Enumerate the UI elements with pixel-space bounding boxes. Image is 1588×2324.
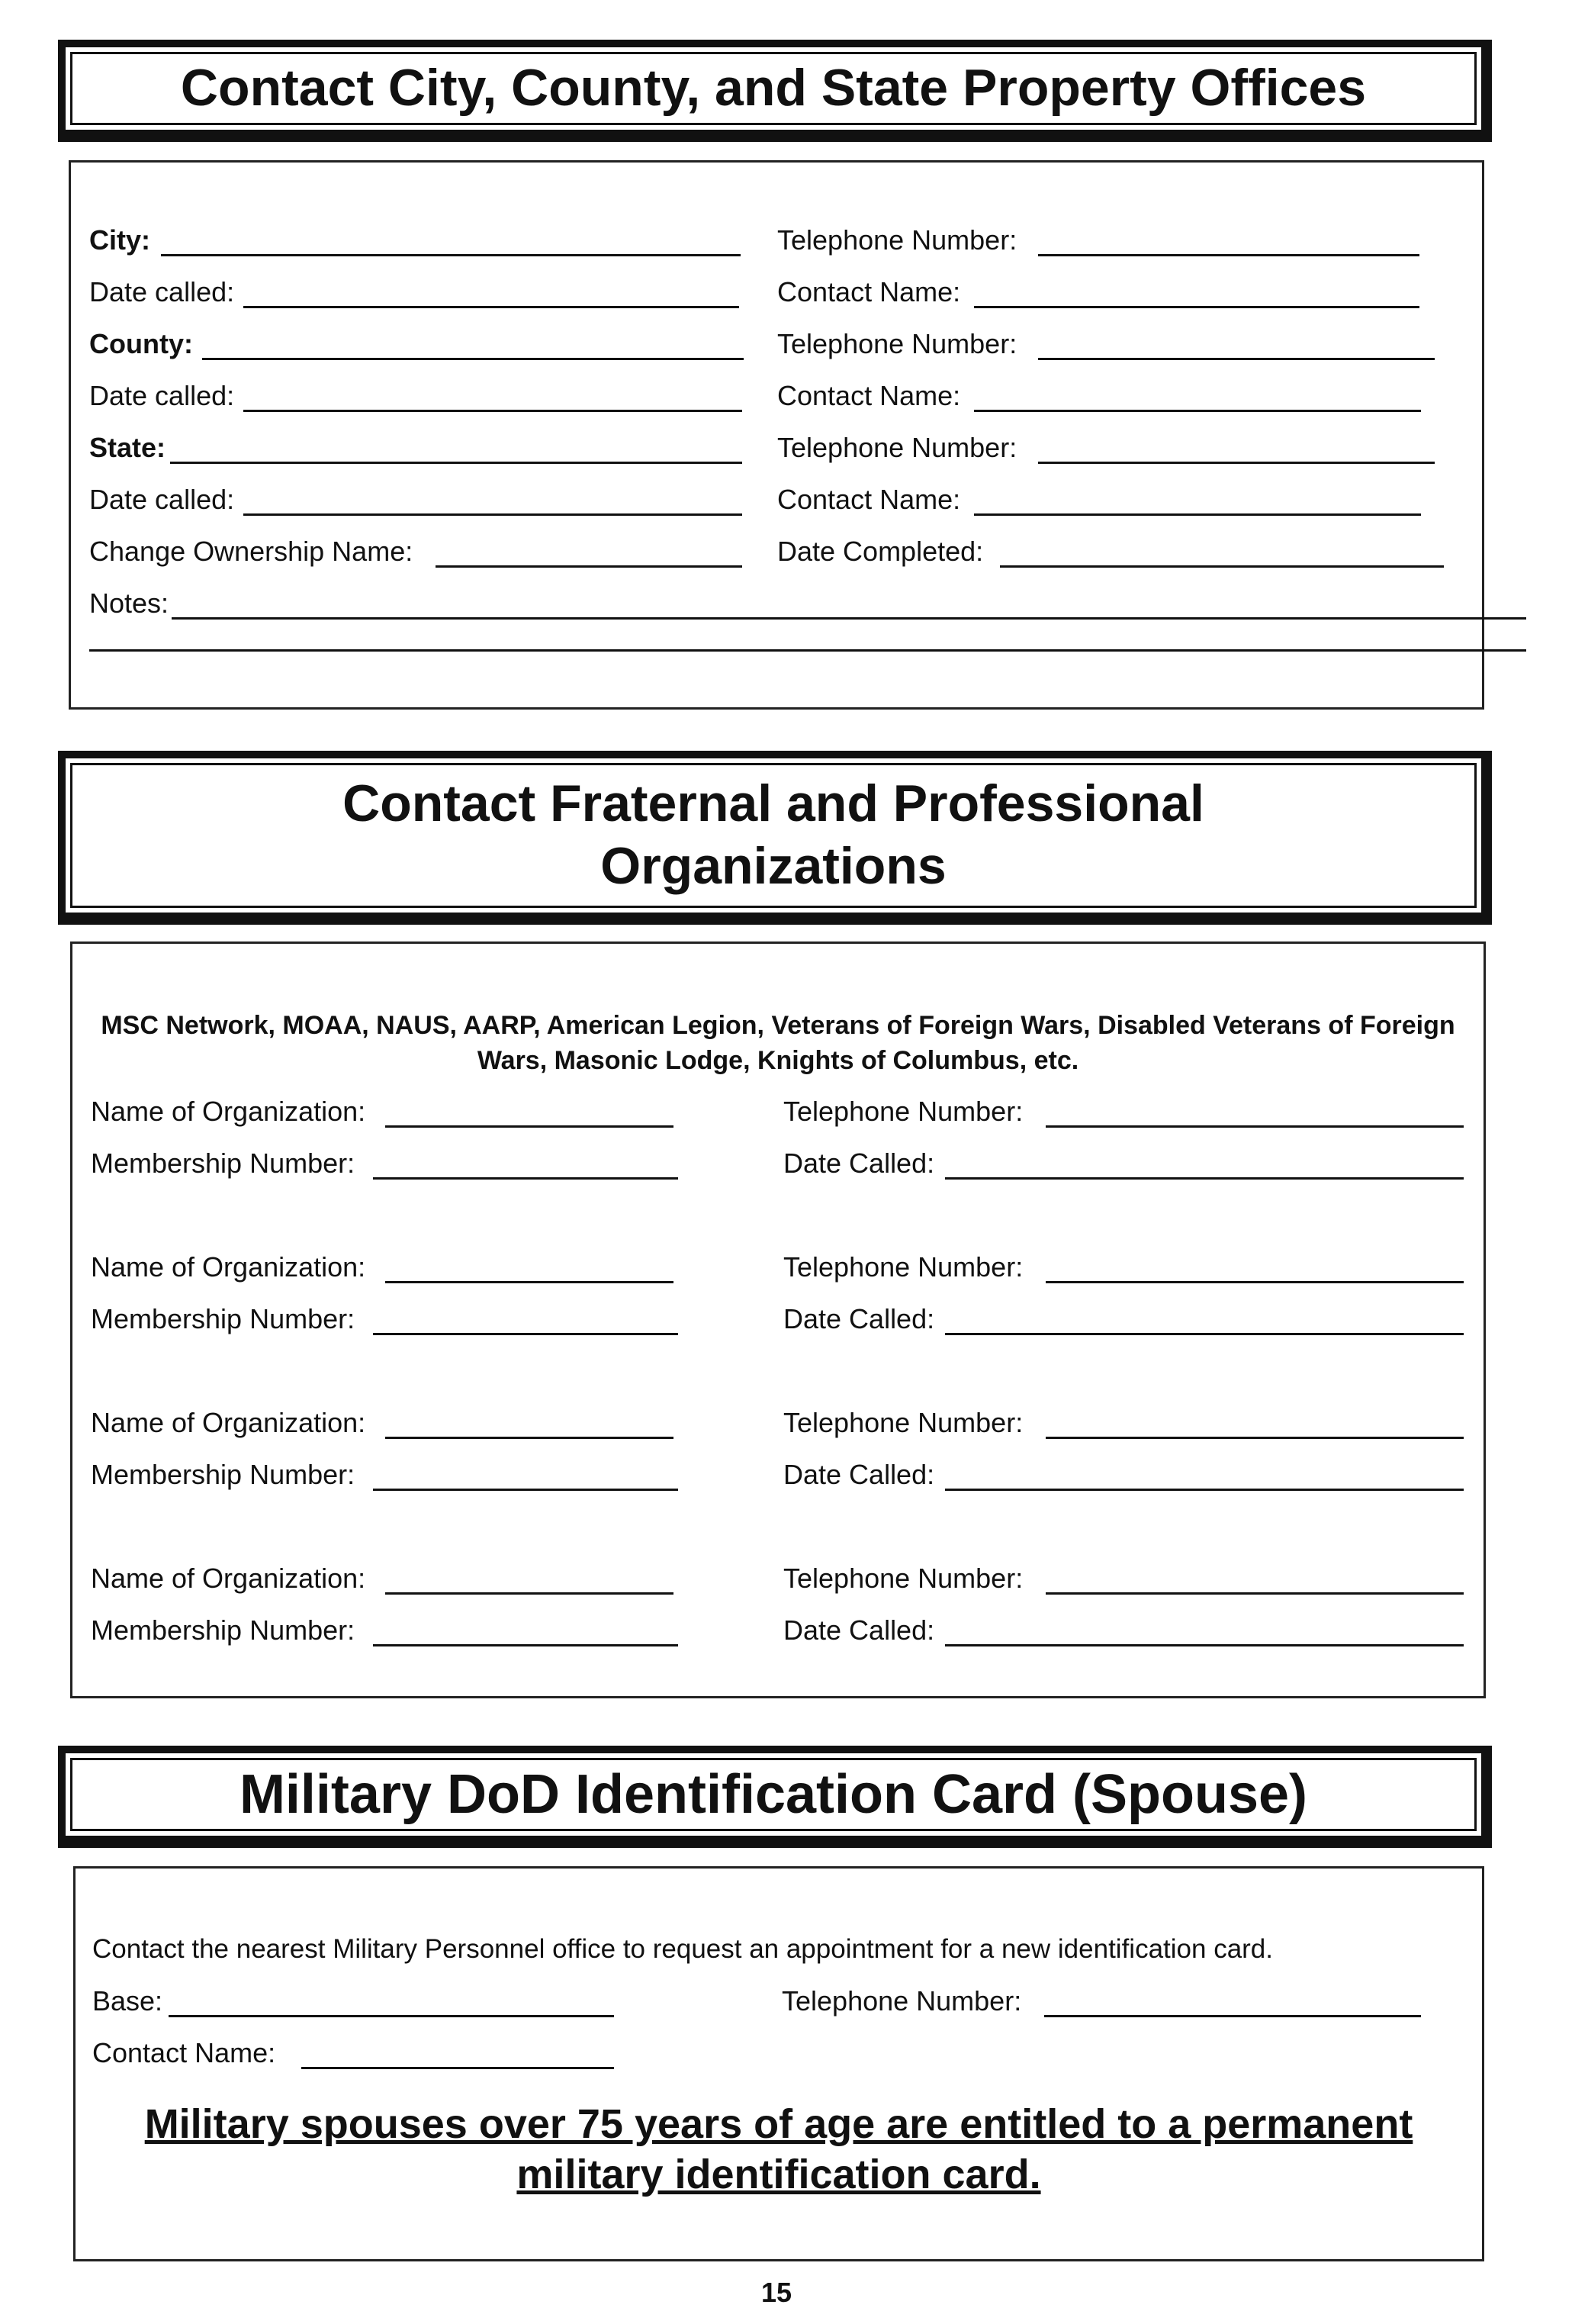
county-field[interactable]: [202, 358, 744, 360]
section2-header-inner: [70, 763, 1477, 908]
section3-title: Military DoD Identification Card (Spouse): [239, 1763, 1308, 1825]
change-ownership-label: Change Ownership Name:: [89, 536, 413, 567]
city-contact-name-field[interactable]: [974, 306, 1419, 308]
section2-header: [58, 751, 1492, 925]
notes-field-line-2[interactable]: [89, 649, 1526, 652]
state-label: State:: [89, 432, 166, 463]
county-telephone-label: Telephone Number:: [777, 328, 1017, 359]
form-row: [71, 224, 1482, 277]
form-row: [71, 379, 1482, 433]
city-contact-name-label: Contact Name:: [777, 276, 961, 307]
date-called-field[interactable]: [945, 1333, 1464, 1335]
membership-field[interactable]: [373, 1644, 678, 1646]
org-telephone-field[interactable]: [1046, 1125, 1464, 1128]
org-name-field[interactable]: [385, 1281, 673, 1283]
form-row: [71, 275, 1482, 329]
date-called-field[interactable]: [945, 1177, 1464, 1180]
base-label: Base:: [92, 1985, 163, 2017]
change-ownership-field[interactable]: [436, 565, 742, 568]
date-called-field[interactable]: [945, 1644, 1464, 1646]
date-called-label: Date Called:: [783, 1303, 935, 1334]
county-date-called-label: Date called:: [89, 380, 235, 411]
org-name-label: Name of Organization:: [91, 1096, 366, 1127]
membership-label: Membership Number:: [91, 1614, 355, 1646]
permanent-id-notice-line1: Military spouses over 75 years of age are entitled to a permanent: [144, 2101, 1413, 2147]
base-telephone-label: Telephone Number:: [782, 1985, 1022, 2017]
notes-row: [71, 587, 1482, 640]
org-entry-4-row1: [72, 1562, 1484, 1615]
base-field[interactable]: [169, 2015, 614, 2017]
city-telephone-label: Telephone Number:: [777, 224, 1017, 256]
membership-label: Membership Number:: [91, 1148, 355, 1179]
date-called-label: Date Called:: [783, 1148, 935, 1179]
org-telephone-field[interactable]: [1046, 1592, 1464, 1595]
contact-row: [76, 2036, 1482, 2090]
county-telephone-field[interactable]: [1038, 358, 1435, 360]
org-name-label: Name of Organization:: [91, 1563, 366, 1594]
org-entry-2-row1: [72, 1251, 1484, 1304]
state-date-called-field[interactable]: [243, 513, 742, 516]
section2-title-line1: Contact Fraternal and Professional: [342, 774, 1204, 833]
base-row: [76, 1984, 1482, 2038]
city-date-called-label: Date called:: [89, 276, 235, 307]
section1-header-inner: [70, 52, 1477, 125]
form-row: [71, 535, 1482, 588]
organizations-form: [70, 942, 1486, 1698]
membership-field[interactable]: [373, 1333, 678, 1335]
org-entry-3-row2: [72, 1458, 1484, 1511]
form-row: [71, 431, 1482, 484]
org-telephone-field[interactable]: [1046, 1437, 1464, 1439]
org-name-label: Name of Organization:: [91, 1251, 366, 1283]
county-contact-name-label: Contact Name:: [777, 380, 961, 411]
city-label: City:: [89, 224, 150, 256]
org-entry-1-row1: [72, 1095, 1484, 1148]
notes-field[interactable]: [172, 617, 1526, 620]
property-offices-form: [69, 160, 1484, 710]
date-completed-field[interactable]: [1000, 565, 1444, 568]
organization-examples: MSC Network, MOAA, NAUS, AARP, American Legion, Veterans of Foreign Wars, Disabled Veterans of Foreign Wars, Masonic Lodge, Knights of Columbus, etc.: [101, 1011, 1455, 1075]
org-name-field[interactable]: [385, 1592, 673, 1595]
section2-title-line2: Organizations: [600, 837, 947, 895]
city-date-called-field[interactable]: [243, 306, 739, 308]
date-completed-label: Date Completed:: [777, 536, 984, 567]
contact-name-field[interactable]: [301, 2067, 614, 2069]
org-name-label: Name of Organization:: [91, 1407, 366, 1438]
section1-header: [58, 40, 1492, 142]
membership-field[interactable]: [373, 1489, 678, 1491]
state-telephone-label: Telephone Number:: [777, 432, 1017, 463]
org-name-field[interactable]: [385, 1437, 673, 1439]
permanent-id-notice-line2: military identification card.: [516, 2152, 1041, 2197]
city-telephone-field[interactable]: [1038, 254, 1419, 256]
dod-id-card-form: [73, 1866, 1484, 2261]
org-telephone-label: Telephone Number:: [783, 1251, 1024, 1283]
form-row: [71, 327, 1482, 381]
state-field[interactable]: [170, 462, 742, 464]
section3-header: [58, 1746, 1492, 1848]
county-label: County:: [89, 328, 193, 359]
base-telephone-field[interactable]: [1044, 2015, 1421, 2017]
state-contact-name-field[interactable]: [974, 513, 1421, 516]
section1-title: Contact City, County, and State Property Offices: [180, 59, 1367, 117]
org-entry-2-row2: [72, 1302, 1484, 1356]
state-telephone-field[interactable]: [1038, 462, 1435, 464]
org-entry-3-row1: [72, 1406, 1484, 1460]
notes-label: Notes:: [89, 587, 169, 619]
form-row: [71, 483, 1482, 536]
org-name-field[interactable]: [385, 1125, 673, 1128]
county-date-called-field[interactable]: [243, 410, 742, 412]
org-entry-1-row2: [72, 1147, 1484, 1200]
date-called-label: Date Called:: [783, 1614, 935, 1646]
city-field[interactable]: [161, 254, 741, 256]
org-telephone-field[interactable]: [1046, 1281, 1464, 1283]
section3-header-inner: [70, 1758, 1477, 1831]
org-telephone-label: Telephone Number:: [783, 1096, 1024, 1127]
id-card-instruction: Contact the nearest Military Personnel office to request an appointment for a new identification card.: [92, 1934, 1273, 1964]
org-telephone-label: Telephone Number:: [783, 1563, 1024, 1594]
membership-field[interactable]: [373, 1177, 678, 1180]
page-number: 15: [761, 2277, 792, 2308]
org-telephone-label: Telephone Number:: [783, 1407, 1024, 1438]
state-contact-name-label: Contact Name:: [777, 484, 961, 515]
state-date-called-label: Date called:: [89, 484, 235, 515]
date-called-label: Date Called:: [783, 1459, 935, 1490]
contact-name-label: Contact Name:: [92, 2037, 276, 2068]
membership-label: Membership Number:: [91, 1459, 355, 1490]
membership-label: Membership Number:: [91, 1303, 355, 1334]
county-contact-name-field[interactable]: [974, 410, 1421, 412]
org-entry-4-row2: [72, 1614, 1484, 1667]
date-called-field[interactable]: [945, 1489, 1464, 1491]
